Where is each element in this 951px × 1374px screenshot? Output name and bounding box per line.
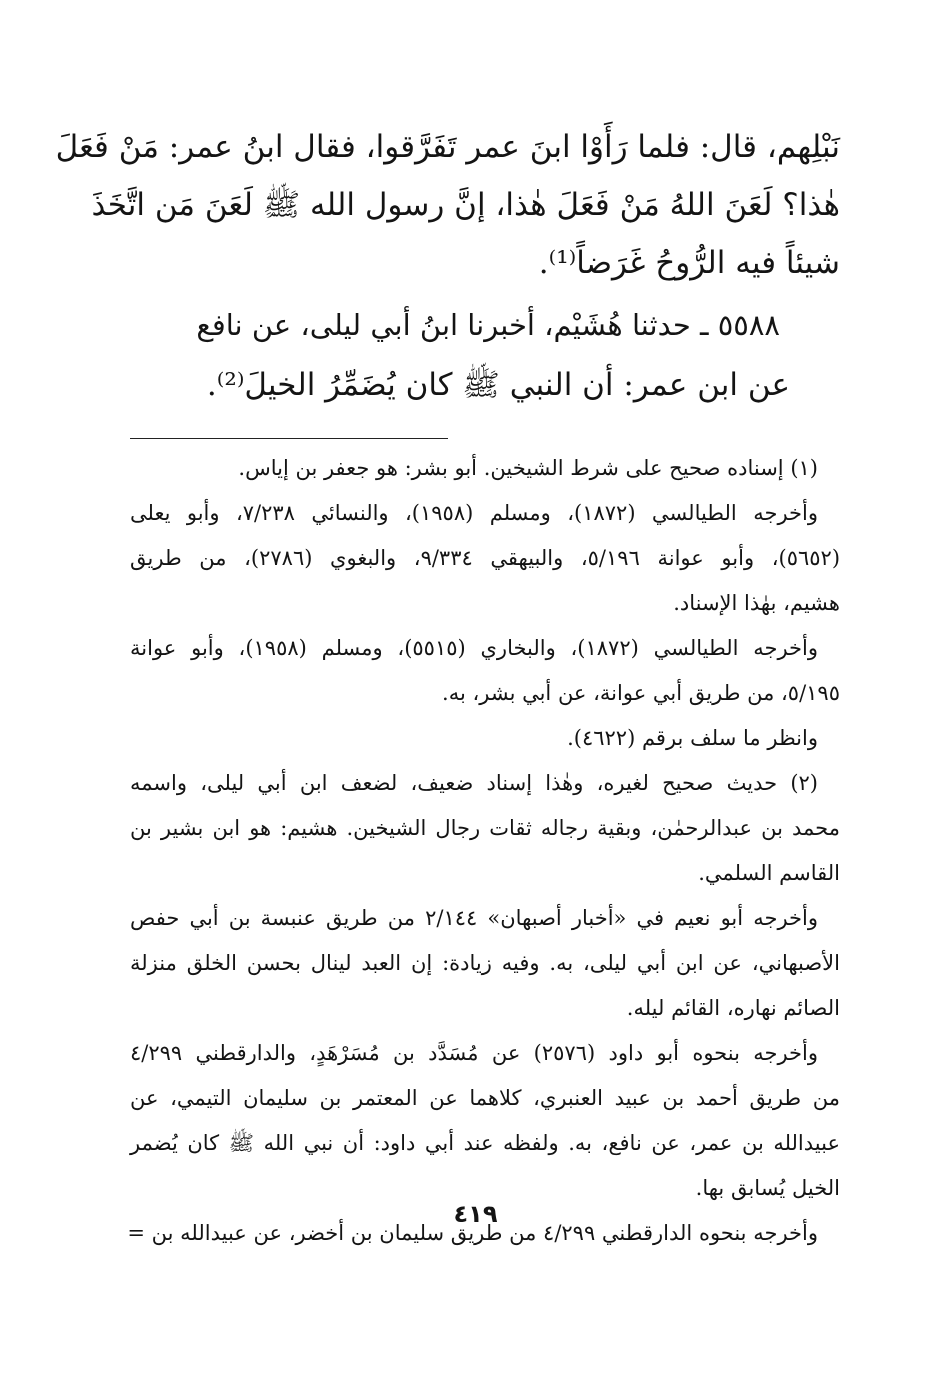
footnote-line: وأخرجه بنحوه الدارقطني ٤/٢٩٩ من طريق سليمان بن أخضر، عن عبيدالله بن = [127, 1221, 818, 1245]
footnote-line: الخيل يُسابق بها. [695, 1176, 840, 1200]
footnote-line: وانظر ما سلف برقم (٤٦٢٢). [567, 726, 818, 750]
page-number: ٤١٩ [453, 1200, 498, 1228]
hadith-line: عن ابن عمر: أن النبي ﷺ كان يُضَمِّرُ الخيلَ⁽²⁾. [206, 367, 790, 403]
main-text-line: هٰذا؟ لَعَنَ اللهُ مَنْ فَعَلَ هٰذا، إنَّ رسول الله ﷺ لَعَنَ مَن اتَّخَذَ [91, 187, 840, 223]
footnote-line: محمد بن عبدالرحمٰن، وبقية رجاله ثقات رجال الشيخين. هشيم: هو ابن بشير بن [130, 816, 840, 840]
footnote-line: وأخرجه بنحوه أبو داود (٢٥٧٦) عن مُسَدَّد بن مُسَرْهَدٍ، والدارقطني ٤/٢٩٩ [130, 1041, 818, 1065]
footnote-line: الصائم نهاره، القائم ليله. [626, 996, 840, 1020]
main-text [55, 118, 840, 292]
footnote-line: هشيم، بهٰذا الإسناد. [673, 591, 840, 615]
page-content [55, 118, 841, 1256]
footnote-line: من طريق أحمد بن عبيد العنبري، كلاهما عن المعتمر بن سليمان التيمي، عن [130, 1086, 840, 1110]
main-text-line: شيئاً فيه الرُّوحُ غَرَضاً⁽¹⁾. [538, 245, 840, 281]
footnote-line: (٥٦٥٢)، وأبو عوانة ٥/١٩٦، والبيهقي ٩/٣٣٤، والبغوي (٢٧٨٦)، من طريق [130, 546, 841, 570]
footnote-line: عبيدالله بن عمر، عن نافع، به. ولفظه عند أبي داود: أن نبي الله ﷺ كان يُضمر [130, 1131, 840, 1155]
hadith-5588 [130, 296, 840, 416]
footnotes [127, 446, 841, 1256]
footnote-line: القاسم السلمي. [698, 861, 840, 885]
footnote-line: وأخرجه الطيالسي (١٨٧٢)، والبخاري (٥٥١٥)، ومسلم (١٩٥٨)، وأبو عوانة [130, 636, 818, 660]
main-text-line: نَبْلِهم، قال: فلما رَأَوْا ابنَ عمر تَفَرَّقوا، فقال ابنُ عمر: مَنْ فَعَلَ [55, 129, 840, 165]
footnote-line: وأخرجه أبو نعيم في «أخبار أصبهان» ٢/١٤٤ من طريق عنبسة بن أبي حفص [130, 906, 818, 930]
footnote-separator [130, 438, 840, 440]
footnote-line: (١) إسناده صحيح على شرط الشيخين. أبو بشر: هو جعفر بن إياس. [238, 456, 818, 480]
hadith-line: ٥٥٨٨ ـ حدثنا هُشَيْم، أخبرنا ابنُ أبي ليلى، عن نافع [196, 308, 780, 342]
footnote-line: ٥/١٩٥، من طريق أبي عوانة، عن أبي بشر، به. [442, 681, 840, 705]
footnote-line: وأخرجه الطيالسي (١٨٧٢)، ومسلم (١٩٥٨)، والنسائي ٧/٢٣٨، وأبو يعلى [130, 501, 818, 525]
footnote-line: (٢) حديث صحيح لغيره، وهٰذا إسناد ضعيف، لضعف ابن أبي ليلى، واسمه [130, 771, 818, 795]
footnote-line: الأصبهاني، عن ابن أبي ليلى، به. وفيه زيادة: إن العبد لينال بحسن الخلق منزلة [130, 951, 840, 975]
